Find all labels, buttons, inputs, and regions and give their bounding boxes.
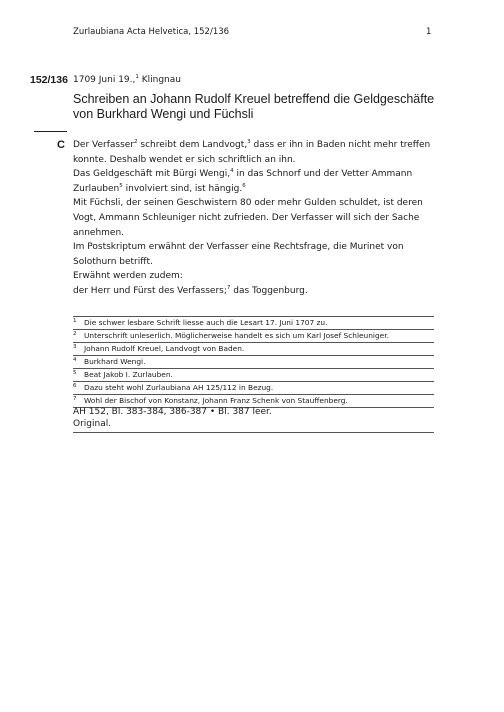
summary-segment: Solothurn betrifft. — [73, 256, 153, 267]
place: Klingnau — [138, 75, 181, 85]
summary-segment: Zurlauben — [73, 183, 120, 194]
summary-line — [73, 284, 435, 299]
footnote — [73, 356, 434, 369]
summary-text — [73, 138, 435, 299]
section-letter: C — [57, 139, 65, 151]
summary-line — [73, 269, 435, 284]
summary-segment: Erwähnt werden zudem: — [73, 271, 183, 282]
footnote-text: Johann Rudolf Kreuel, Landvogt von Baden. — [84, 344, 245, 353]
footnotes — [73, 316, 434, 408]
summary-segment: das Toggenburg. — [230, 285, 308, 296]
summary-segment: der Herr und Fürst des Verfassers; — [73, 285, 227, 296]
summary-segment: Vogt, Ammann Schleuniger nicht zufrieden. Der Verfasser will sich der Sache — [73, 212, 420, 223]
page-number: 1 — [426, 27, 432, 37]
date-place-line — [73, 75, 181, 85]
summary-segment: schreibt dem Landvogt, — [137, 140, 248, 150]
footnote-ref[interactable]: 3 — [247, 139, 251, 145]
footnote-text: Die schwer lesbare Schrift liesse auch die Lesart 17. Juni 1707 zu. — [84, 318, 328, 327]
summary-line — [73, 153, 435, 168]
summary-line — [73, 182, 435, 197]
summary-line — [73, 196, 435, 211]
summary-line — [73, 211, 435, 226]
footnote-ref[interactable]: 6 — [242, 182, 246, 189]
summary-segment: annehmen. — [73, 227, 125, 238]
footnote-number: 5 — [73, 370, 77, 376]
footnote-number: 7 — [73, 396, 77, 402]
footnote-text: Unterschrift unleserlich. Möglicherweise handelt es sich um Karl Josef Schleuniger. — [84, 331, 389, 340]
footnote-text: Burkhard Wengi. — [84, 357, 146, 366]
footnote-number: 1 — [73, 318, 77, 324]
summary-line — [73, 240, 435, 255]
summary-segment: konnte. Deshalb wendet er sich schriftlich an ihn. — [73, 154, 296, 165]
summary-line — [73, 138, 435, 153]
footnote-ref[interactable]: 7 — [226, 284, 231, 291]
footnote — [73, 343, 434, 356]
footnote — [73, 330, 434, 343]
summary-segment: dass er ihn in Baden nicht mehr treffen — [250, 140, 431, 150]
footnote-number: 2 — [73, 331, 77, 337]
summary-segment: Der Verfasser — [73, 140, 135, 150]
footnote-text: Beat Jakob I. Zurlauben. — [84, 370, 173, 379]
archive-info — [73, 407, 434, 433]
footnote-number: 3 — [73, 344, 77, 350]
summary-segment: Mit Füchsli, der seinen Geschwistern 80 oder mehr Gulden schuldet, ist deren — [73, 198, 423, 209]
date: 1709 Juni 19., — [73, 75, 136, 85]
archive-reference: AH 152, Bl. 383-384, 386-387 • Bl. 387 leer. — [73, 407, 272, 417]
document-id: 152/136 — [30, 74, 68, 86]
footnote-number: 6 — [73, 383, 77, 389]
footnote — [73, 317, 434, 330]
summary-segment: in das Schnorf und der Vetter Ammann — [233, 169, 413, 180]
footnote — [73, 369, 434, 382]
document-form: Original. — [73, 418, 112, 429]
footnote — [73, 382, 434, 395]
summary-line — [73, 167, 435, 182]
document-title: Schreiben an Johann Rudolf Kreuel betreffend die Geldgeschäfte von Burkhard Wengi und Füchsli — [73, 92, 435, 121]
footnote-text: Dazu steht wohl Zurlaubiana AH 125/112 in Bezug. — [84, 383, 274, 392]
summary-line — [73, 255, 435, 270]
summary-segment: Das Geldgeschäft mit Bürgi Wengi, — [73, 169, 231, 180]
series-title: Zurlaubiana Acta Helvetica, 152/136 — [73, 27, 230, 37]
footnote-text: Wohl der Bischof von Konstanz, Johann Franz Schenk von Stauffenberg. — [84, 396, 348, 405]
summary-line — [73, 226, 435, 241]
summary-segment: involviert sind, ist hängig. — [122, 183, 243, 194]
footnote-ref[interactable]: 4 — [230, 168, 234, 175]
footnote-ref[interactable]: 2 — [134, 139, 138, 145]
footnote-ref[interactable]: 1 — [135, 74, 139, 80]
section-divider — [34, 131, 67, 132]
footnote-number: 4 — [73, 357, 77, 363]
footnote-ref[interactable]: 5 — [119, 182, 123, 189]
summary-segment: Im Postskriptum erwähnt der Verfasser eine Rechtsfrage, die Murinet von — [73, 242, 404, 253]
